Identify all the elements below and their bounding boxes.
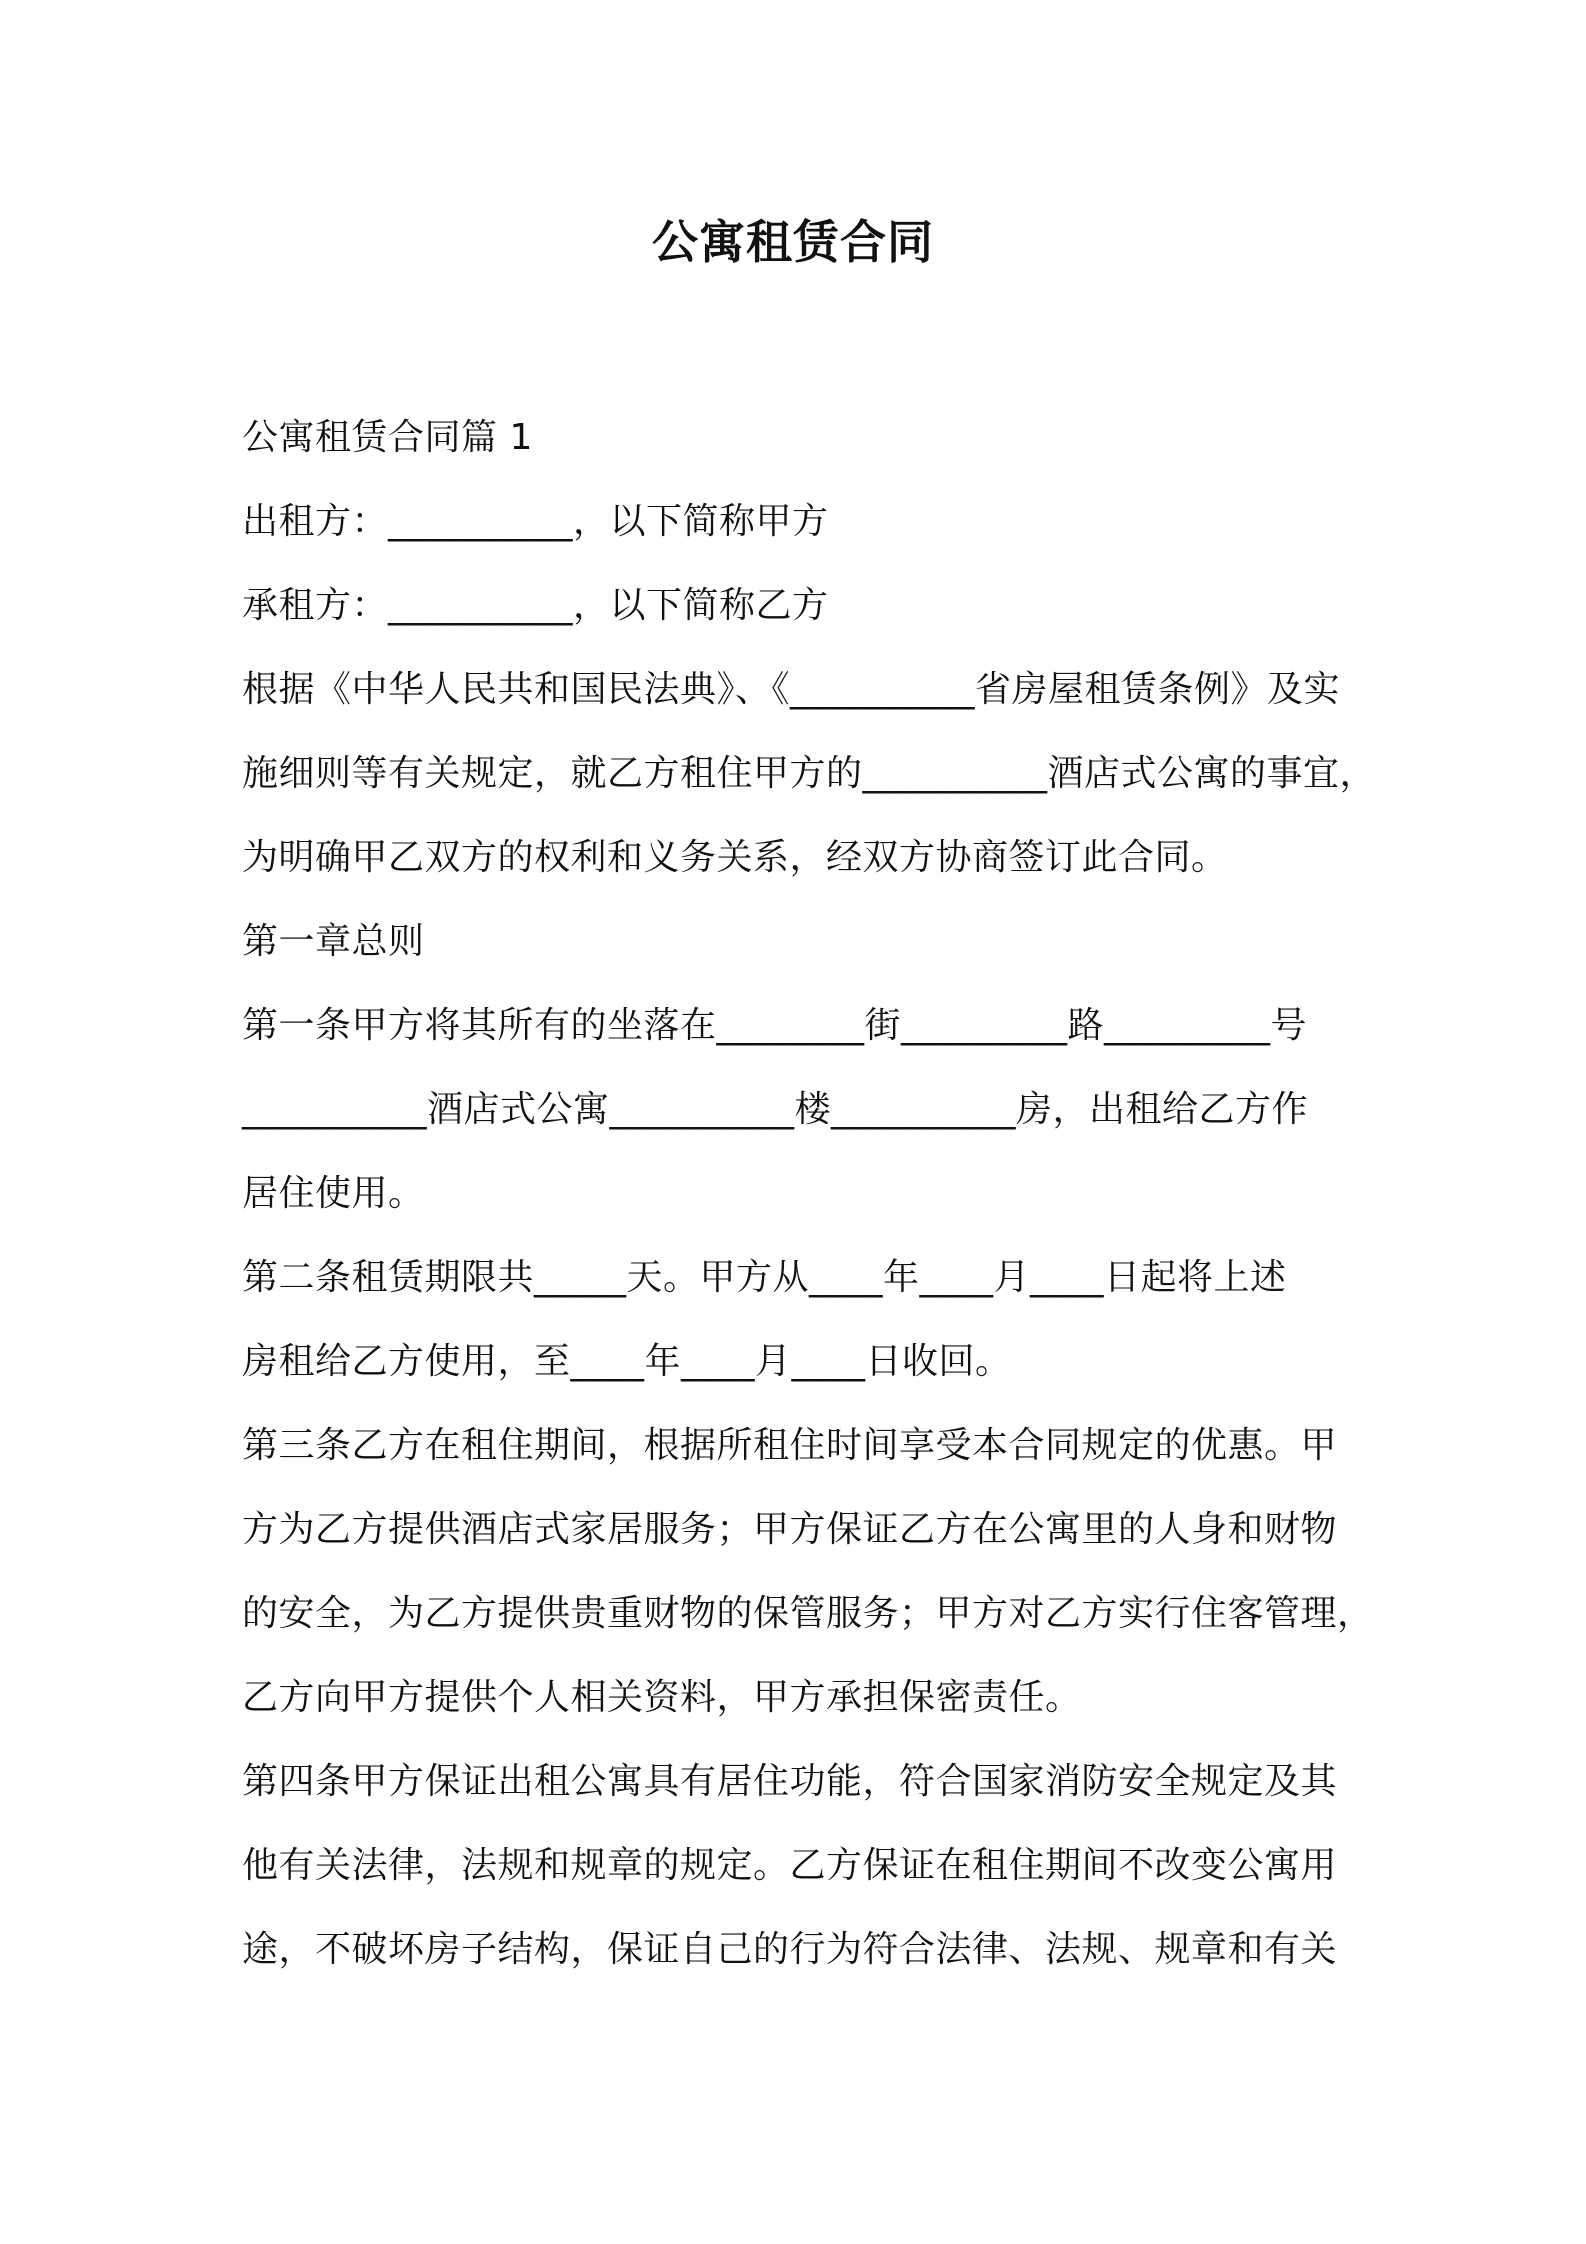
paragraph-line: 第二条租赁期限共_____天。甲方从____年____月____日起将上述 xyxy=(242,1257,1287,1298)
chapter-heading: 第一章总则 xyxy=(242,921,425,962)
paragraph-line: 他有关法律，法规和规章的规定。乙方保证在租住期间不改变公寓用 xyxy=(242,1845,1338,1886)
lessor-line: 出租方：__________，以下简称甲方 xyxy=(242,501,829,542)
paragraph-line: 途，不破坏房子结构，保证自己的行为符合法律、法规、规章和有关 xyxy=(242,1929,1338,1970)
paragraph-line: 第三条乙方在租住期间，根据所租住时间享受本合同规定的优惠。甲 xyxy=(242,1425,1338,1466)
section-heading: 公寓租赁合同篇 1 xyxy=(242,417,533,458)
paragraph-line: __________酒店式公寓__________楼__________房，出租给乙方作 xyxy=(242,1089,1309,1130)
paragraph-line: 的安全，为乙方提供贵重财物的保管服务；甲方对乙方实行住客管理， xyxy=(242,1593,1374,1634)
document-title: 公寓租赁合同 xyxy=(652,215,934,269)
paragraph-line: 居住使用。 xyxy=(242,1173,425,1214)
paragraph-line: 为明确甲乙双方的权利和义务关系，经双方协商签订此合同。 xyxy=(242,837,1228,878)
paragraph-line: 房租给乙方使用，至____年____月____日收回。 xyxy=(242,1341,1012,1382)
paragraph-line: 施细则等有关规定，就乙方租住甲方的__________酒店式公寓的事宜， xyxy=(242,753,1377,794)
paragraph-line: 方为乙方提供酒店式家居服务；甲方保证乙方在公寓里的人身和财物 xyxy=(242,1509,1338,1550)
paragraph-line: 乙方向甲方提供个人相关资料，甲方承担保密责任。 xyxy=(242,1677,1082,1718)
paragraph-line: 第四条甲方保证出租公寓具有居住功能，符合国家消防安全规定及其 xyxy=(242,1761,1338,1802)
paragraph-line: 根据《中华人民共和国民法典》、《__________省房屋租赁条例》及实 xyxy=(242,669,1341,710)
paragraph-line: 第一条甲方将其所有的坐落在________街_________路_________号 xyxy=(242,1005,1308,1046)
lessee-line: 承租方：__________，以下简称乙方 xyxy=(242,585,829,626)
